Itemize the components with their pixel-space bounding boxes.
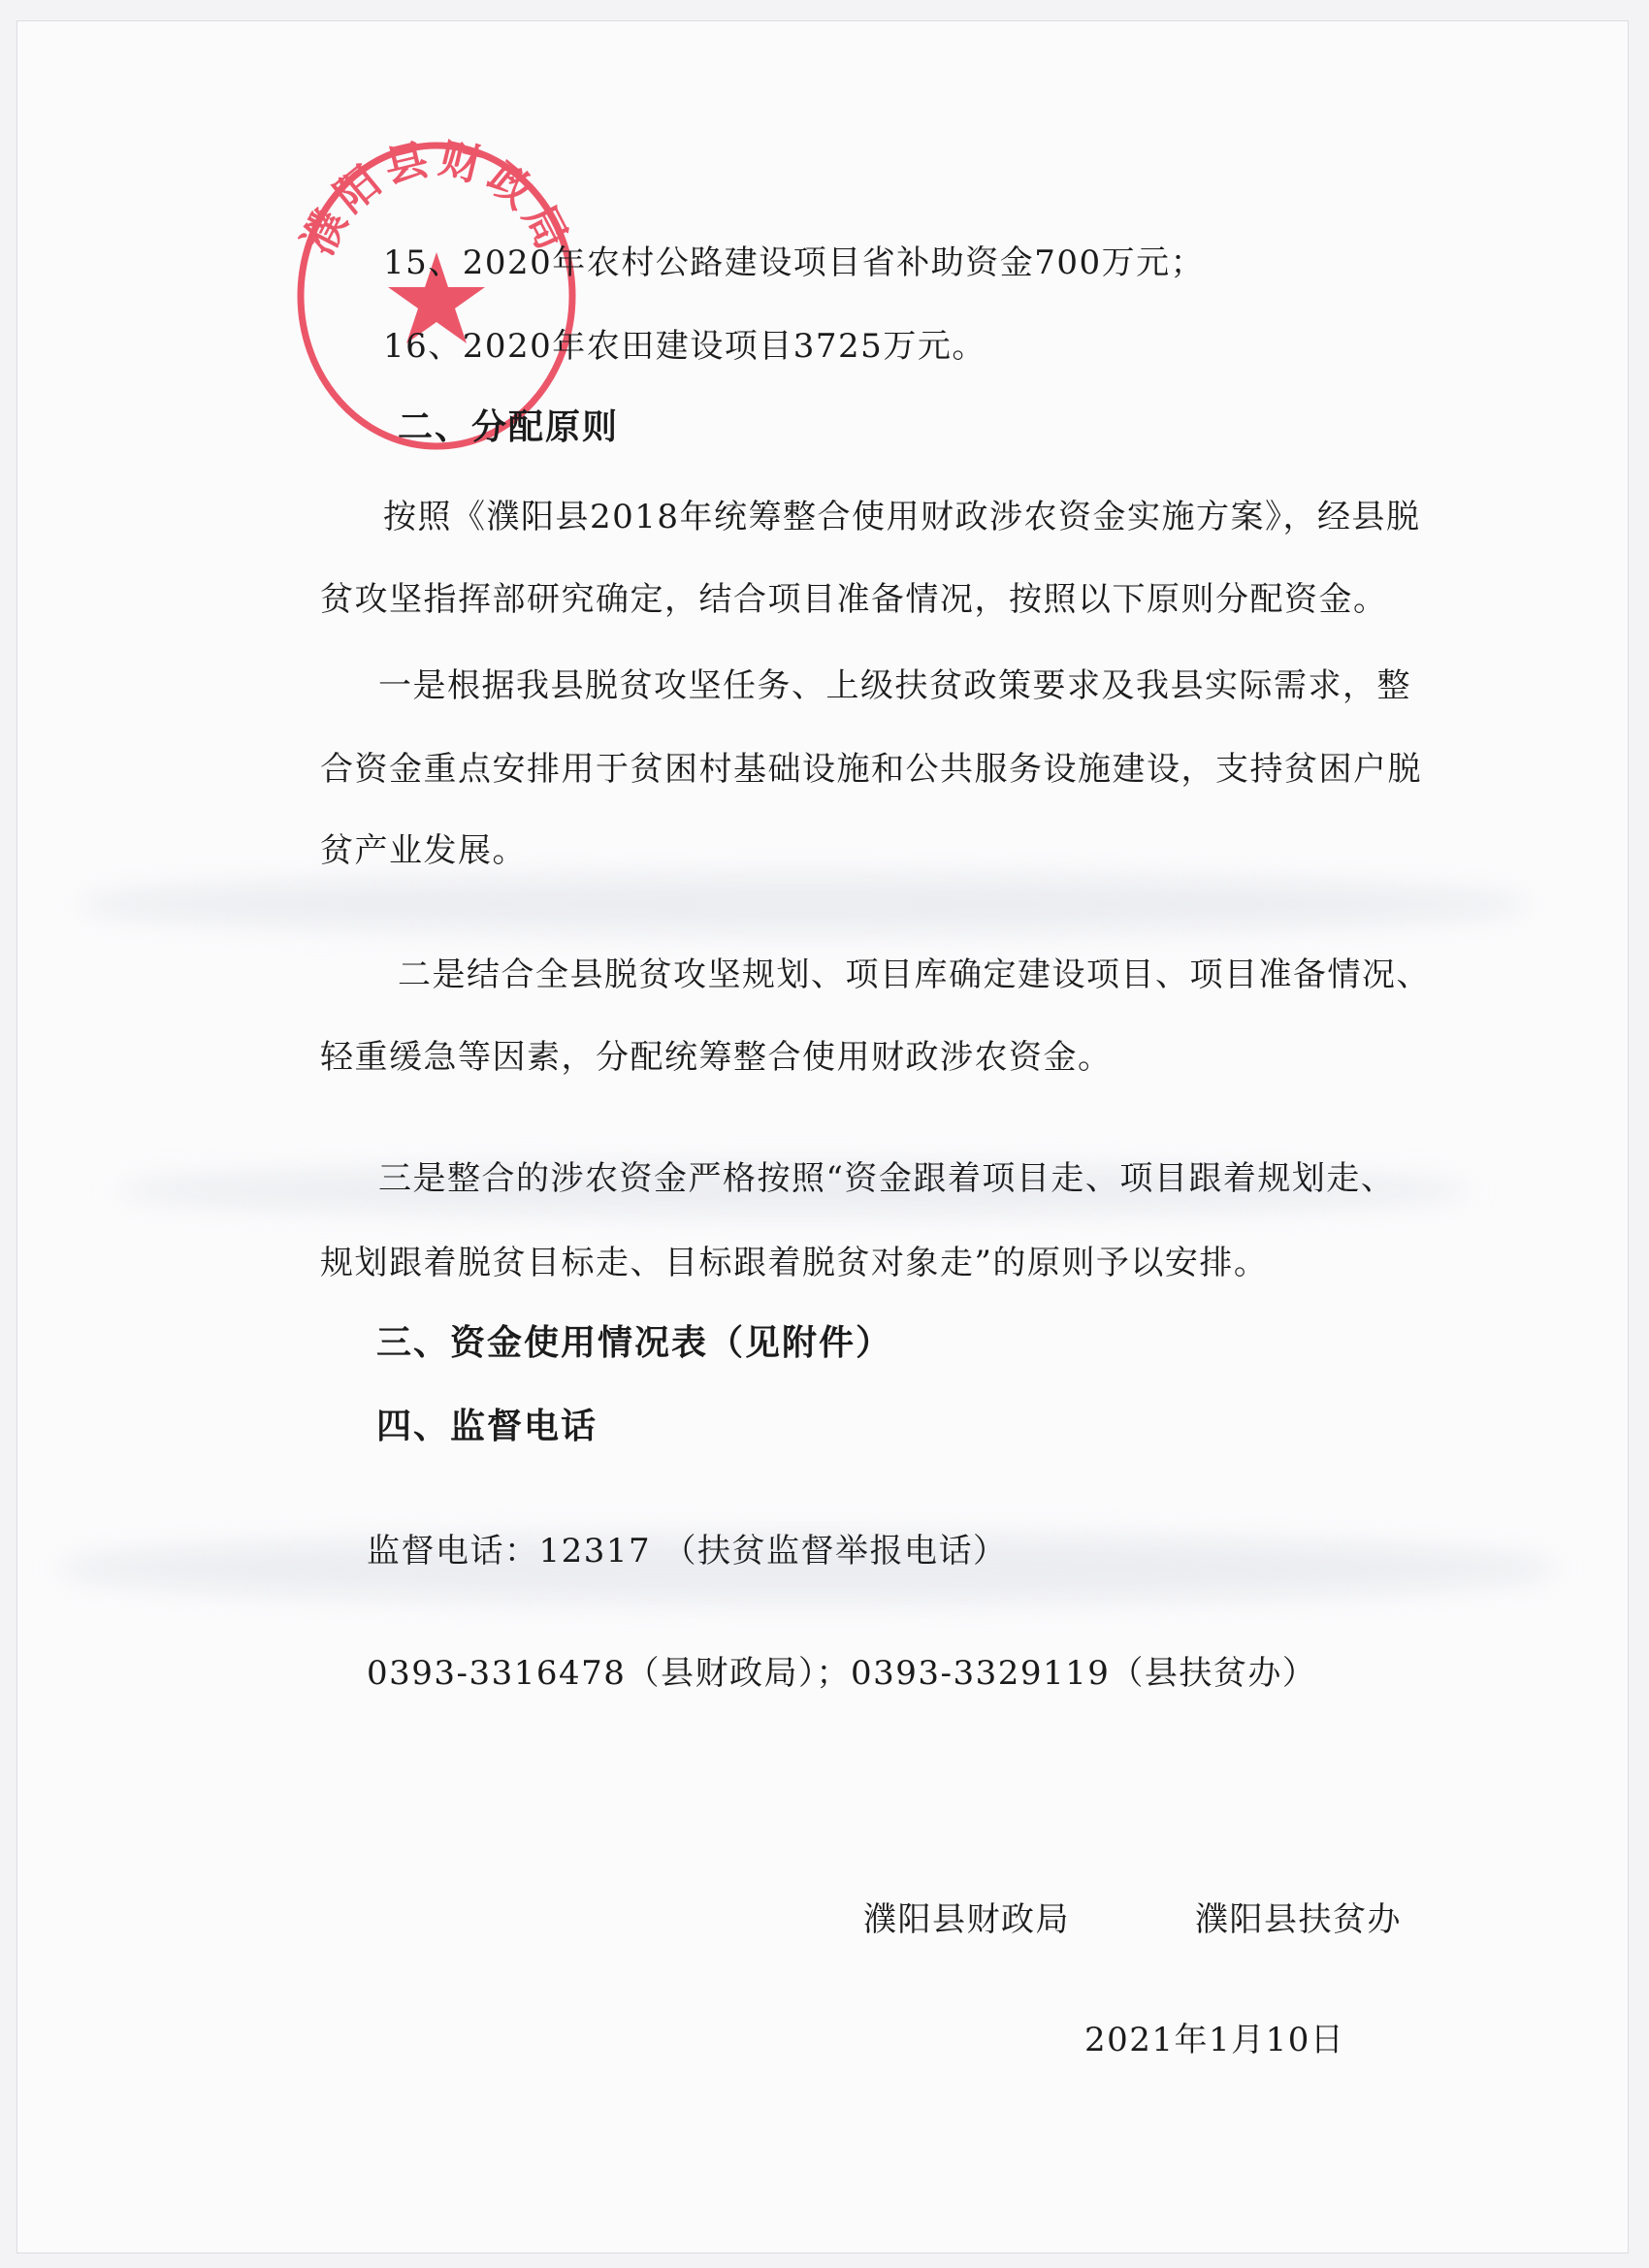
section-heading-allocation: 二、分配原则 — [398, 407, 620, 447]
paragraph-line: 轻重缓急等因素，分配统筹整合使用财政涉农资金。 — [320, 1038, 1113, 1077]
signature-org-finance: 濮阳县财政局 — [863, 1900, 1070, 1939]
section-heading-fund-table: 三、资金使用情况表（见附件） — [376, 1323, 893, 1363]
paragraph-line: 合资金重点安排用于贫困村基础设施和公共服务设施建设，支持贫困户脱 — [320, 750, 1422, 789]
paragraph-line: 一是根据我县脱贫攻坚任务、上级扶贫政策要求及我县实际需求，整 — [378, 666, 1411, 705]
paragraph-line: 按照《濮阳县2018年统筹整合使用财政涉农资金实施方案》，经县脱 — [383, 498, 1421, 536]
signature-org-poverty: 濮阳县扶贫办 — [1195, 1900, 1402, 1939]
paragraph-line: 贫攻坚指挥部研究确定，结合项目准备情况，按照以下原则分配资金。 — [320, 580, 1388, 619]
paper-crease — [76, 875, 1531, 933]
seal-text: 濮阳县财政局 — [293, 136, 580, 263]
paragraph-line: 规划跟着脱贫目标走、目标跟着脱贫对象走”的原则予以安排。 — [320, 1244, 1269, 1282]
paragraph-line: 贫产业发展。 — [320, 831, 527, 870]
list-item-16: 16、2020年农田建设项目3725万元。 — [383, 327, 986, 366]
list-item-15: 15、2020年农村公路建设项目省补助资金700万元； — [383, 243, 1206, 282]
supervision-phone: 监督电话：12317 （扶贫监督举报电话） — [367, 1532, 1008, 1571]
section-heading-phone: 四、监督电话 — [376, 1407, 598, 1446]
paragraph-line: 三是整合的涉农资金严格按照“资金跟着项目走、项目跟着规划走、 — [378, 1159, 1396, 1198]
document-date: 2021年1月10日 — [1084, 2021, 1345, 2059]
contact-phones: 0393-3316478（县财政局）；0393-3329119（县扶贫办） — [367, 1654, 1317, 1693]
paragraph-line: 二是结合全县脱贫攻坚规划、项目库确定建设项目、项目准备情况、 — [398, 956, 1431, 994]
